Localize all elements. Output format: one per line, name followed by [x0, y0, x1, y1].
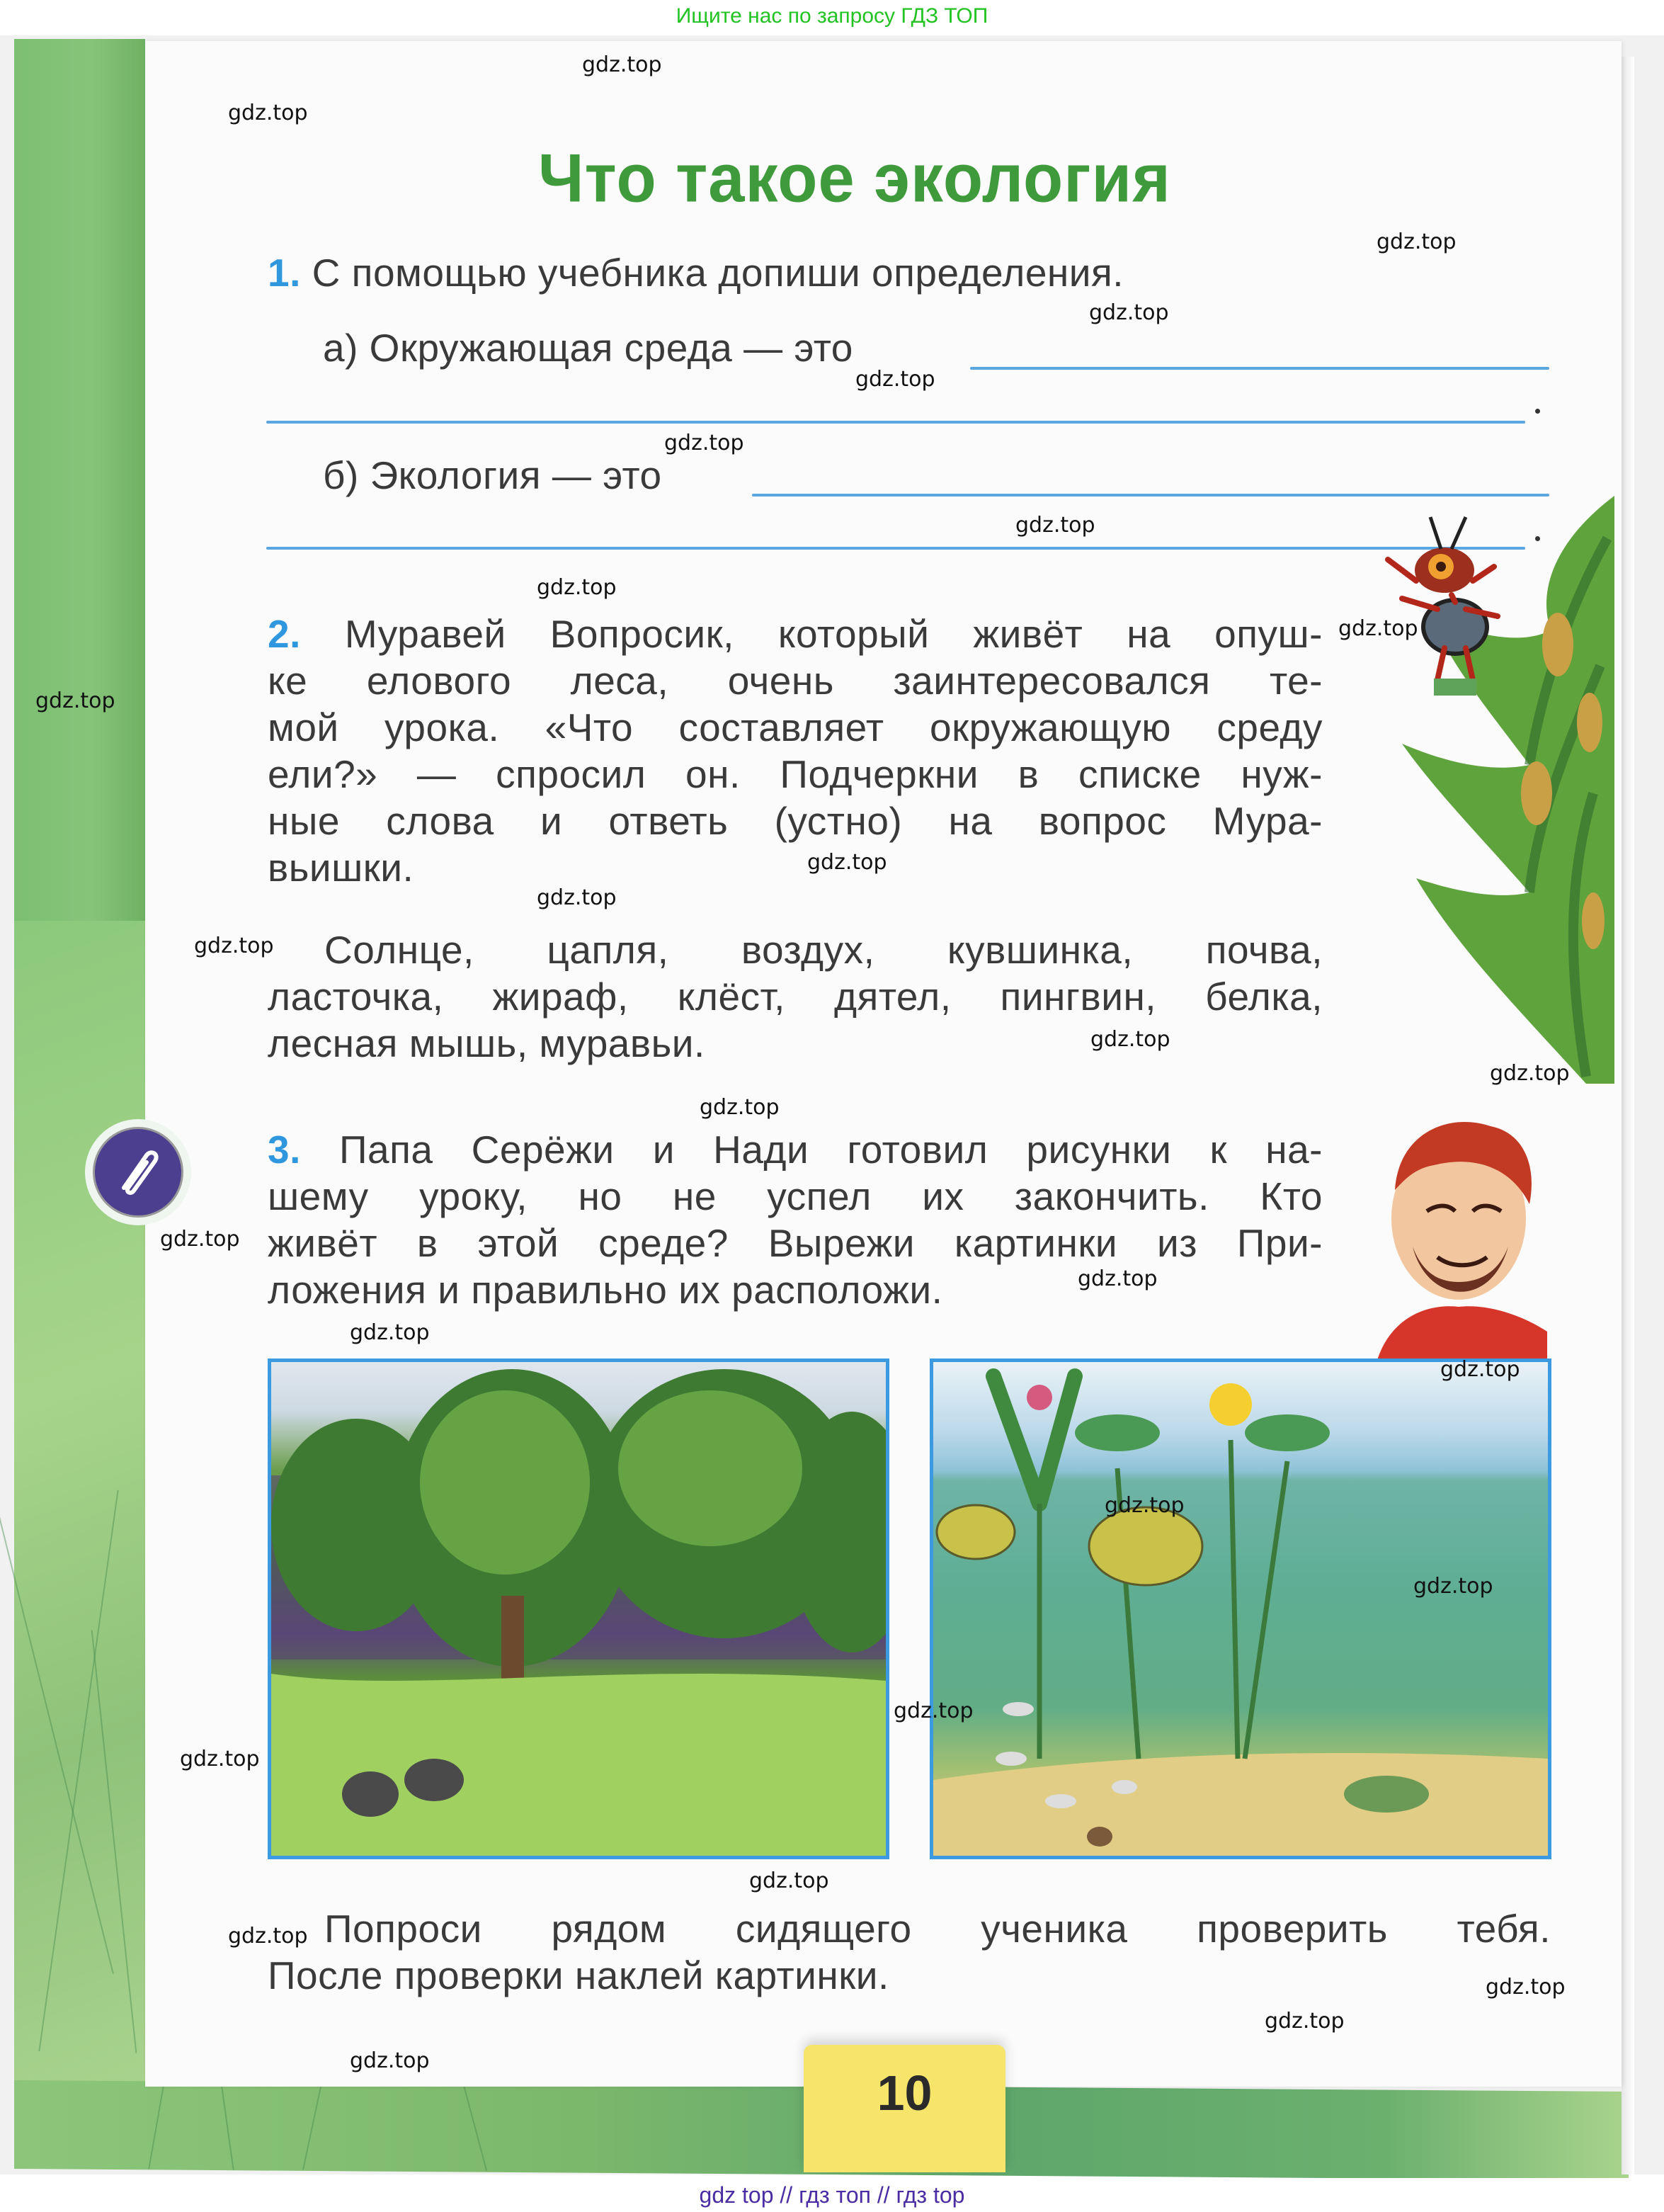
watermark: gdz.top	[582, 52, 662, 77]
answer-line-a1[interactable]	[970, 367, 1549, 370]
watermark: gdz.top	[350, 1320, 430, 1345]
watermark: gdz.top	[1078, 1266, 1158, 1291]
task1-prompt	[268, 249, 1316, 296]
task3-line: живёт в этой среде? Вырежи картинки из При-	[268, 1221, 1323, 1265]
page-title: Что такое экология	[538, 140, 1171, 217]
shirt-shape	[1377, 1306, 1547, 1360]
instruction-line: После проверки наклей картинки.	[268, 1953, 889, 1997]
crayfish-icon	[1344, 1776, 1429, 1813]
watermark: gdz.top	[228, 1924, 308, 1949]
appendix-paperclip-badge	[85, 1119, 191, 1225]
answer-line-b2[interactable]	[266, 547, 1525, 550]
answer-line-a2[interactable]	[266, 421, 1525, 424]
pond-picture[interactable]	[930, 1359, 1551, 1859]
check-instruction	[268, 1905, 1551, 1999]
watermark: gdz.top	[180, 1747, 260, 1771]
fish-icon	[1089, 1507, 1202, 1585]
watermark: gdz.top	[537, 885, 617, 910]
watermark: gdz.top	[1377, 229, 1457, 254]
forest-scene-icon	[271, 1362, 886, 1856]
period-a	[1535, 409, 1540, 414]
watermark: gdz.top	[1338, 616, 1418, 641]
watermark: gdz.top	[894, 1698, 974, 1723]
left-leaf-pattern	[14, 921, 145, 2089]
watermark: gdz.top	[1486, 1975, 1566, 2000]
paperclip-icon	[110, 1144, 166, 1201]
task3-text	[268, 1126, 1323, 1313]
watermark: gdz.top	[228, 101, 308, 125]
watermark: gdz.top	[1490, 1061, 1570, 1086]
task2-number: 2.	[268, 612, 301, 656]
watermark: gdz.top	[749, 1868, 829, 1893]
watermark: gdz.top	[350, 2048, 430, 2073]
watermark: gdz.top	[1440, 1357, 1520, 1382]
watermark: gdz.top	[1265, 2009, 1345, 2034]
task2-line: ные слова и ответь (устно) на вопрос Мура-	[268, 799, 1323, 843]
pond-scene-icon	[933, 1362, 1548, 1856]
task3-line: шему уроку, но не успел их закончить. Кто	[268, 1174, 1323, 1218]
task3-line: 3. Папа Серёжи и Нади готовил рисунки к на-	[268, 1128, 1323, 1172]
watermark: gdz.top	[1089, 300, 1169, 325]
dad-illustration	[1370, 1105, 1547, 1360]
task3-number: 3.	[268, 1128, 301, 1172]
watermark: gdz.top	[537, 575, 617, 600]
task2-line: мой урока. «Что составляет окружающую среду	[268, 705, 1323, 749]
water-lily-icon	[1209, 1383, 1252, 1426]
watermark: gdz.top	[664, 431, 744, 455]
task2-line: вьишки.	[268, 846, 414, 890]
task1-text: С помощью учебника допиши определения.	[312, 251, 1124, 295]
word-list-line[interactable]: Солнце, цапля, воздух, кувшинка, почва,	[324, 928, 1323, 972]
page-number-tab	[804, 2045, 1005, 2172]
task3-line: ложения и правильно их расположи.	[268, 1268, 943, 1312]
task1-a-label: а) Окружающая среда — это	[323, 326, 853, 370]
task2-line: 2. Муравей Вопросик, который живёт на опуш-	[268, 612, 1323, 656]
watermark: gdz.top	[160, 1227, 240, 1252]
task2-line: ели?» — спросил он. Подчеркни в списке нуж-	[268, 752, 1323, 796]
watermark: gdz.top	[700, 1095, 780, 1120]
watermark: gdz.top	[855, 367, 935, 392]
forest-picture[interactable]	[268, 1359, 889, 1859]
watermark: gdz.top	[1105, 1493, 1185, 1518]
watermark: gdz.top	[1413, 1574, 1493, 1599]
page-edge	[1622, 57, 1634, 2174]
instruction-line: Попроси рядом сидящего ученика проверить тебя.	[324, 1907, 1551, 1951]
watermark: gdz.top	[807, 850, 887, 875]
search-banner[interactable]: Ищите нас по запросу ГДЗ ТОП	[0, 0, 1664, 35]
fish-icon	[937, 1505, 1015, 1559]
watermark: gdz.top	[1015, 513, 1095, 538]
word-list-line[interactable]: лесная мышь, муравьи.	[268, 1021, 705, 1065]
watermark: gdz.top	[1090, 1027, 1170, 1052]
task2-text	[268, 611, 1323, 891]
page-number: 10	[877, 2065, 933, 2121]
spruce-branch-with-ant-illustration	[1374, 496, 1614, 1098]
watermark: gdz.top	[35, 688, 115, 713]
bottom-site-links[interactable]: gdz top // гдз топ // гдз top	[0, 2178, 1664, 2212]
watermark: gdz.top	[194, 934, 274, 958]
task2-line: ке елового леса, очень заинтересовался те-	[268, 659, 1323, 703]
word-list-line[interactable]: ласточка, жираф, клёст, дятел, пингвин, белка,	[268, 975, 1323, 1019]
shell-icon	[1087, 1827, 1112, 1847]
task1-b-label: б) Экология — это	[323, 453, 662, 497]
task1-number: 1.	[268, 251, 301, 295]
